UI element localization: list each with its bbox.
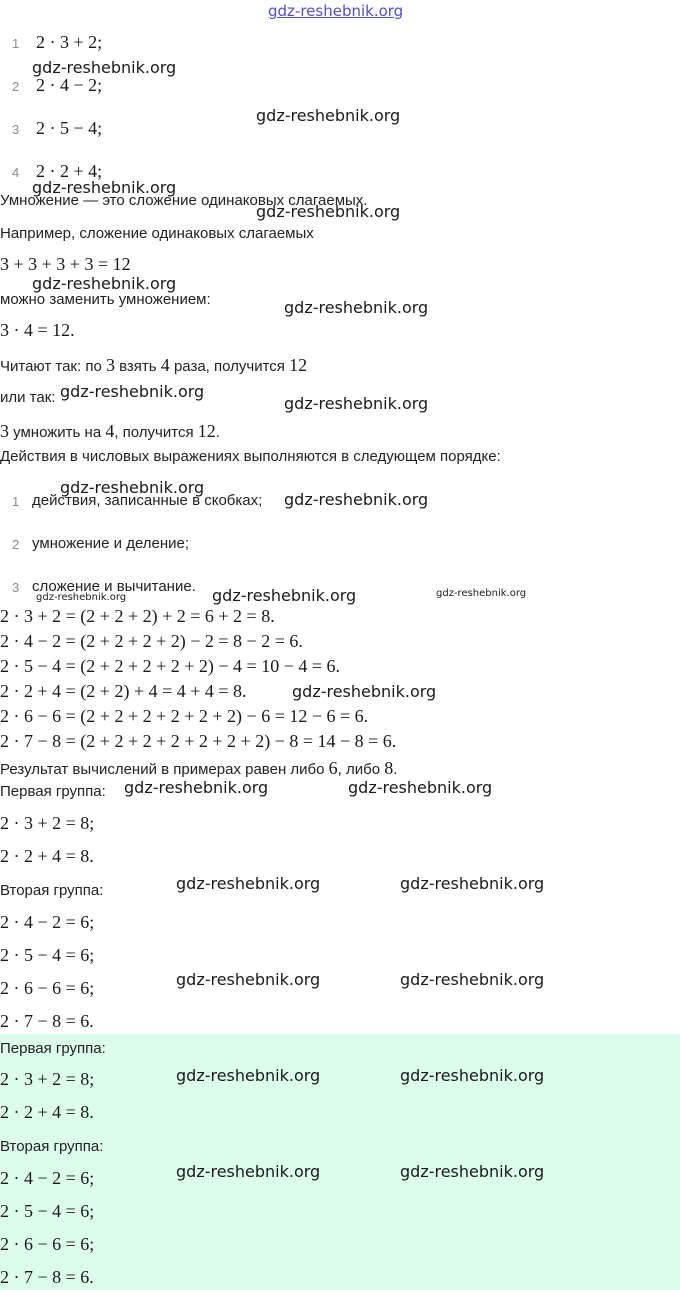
list-number: 3 — [12, 580, 20, 595]
answer-group-label: Вторая группа: — [0, 1138, 104, 1155]
group-expression: 2 · 7 − 8 = 6. — [0, 1011, 94, 1031]
solution-line: 2 · 6 − 6 = (2 + 2 + 2 + 2 + 2 + 2) − 6 = 12 − 6 = 6. — [0, 706, 369, 726]
watermark: gdz-reshebnik.org — [36, 592, 127, 603]
theory-text: Умножение — это сложение одинаковых слагаемых. — [0, 192, 368, 209]
group-expression: 2 · 6 − 6 = 6; — [0, 978, 95, 998]
answer-expression: 2 · 4 − 2 = 6; — [0, 1168, 95, 1188]
watermark-top[interactable]: gdz-reshebnik.org — [268, 2, 404, 20]
watermark: gdz-reshebnik.org — [60, 478, 205, 497]
watermark: gdz-reshebnik.org — [400, 1162, 545, 1181]
watermark: gdz-reshebnik.org — [212, 586, 357, 605]
theory-expression: 3 + 3 + 3 + 3 = 12 — [0, 254, 131, 274]
watermark: gdz-reshebnik.org — [176, 1066, 321, 1085]
theory-text: 3 умножить на 4, получится 12. — [0, 421, 220, 441]
watermark: gdz-reshebnik.org — [284, 298, 429, 317]
list-number: 1 — [12, 494, 20, 509]
solution-line: 2 · 4 − 2 = (2 + 2 + 2 + 2) − 2 = 8 − 2 = 6. — [0, 631, 303, 651]
answer-box — [0, 1034, 680, 1290]
task-expression: 2 · 2 + 4; — [36, 161, 103, 181]
solution-line: 2 · 5 − 4 = (2 + 2 + 2 + 2 + 2) − 4 = 10 − 4 = 6. — [0, 656, 340, 676]
watermark: gdz-reshebnik.org — [292, 682, 437, 701]
group-expression: 2 · 3 + 2 = 8; — [0, 813, 95, 833]
theory-text: Читают так: по 3 взять 4 раза, получится 12 — [0, 355, 308, 375]
watermark: gdz-reshebnik.org — [256, 106, 401, 125]
solution-line: 2 · 7 − 8 = (2 + 2 + 2 + 2 + 2 + 2 + 2) − 8 = 14 − 8 = 6. — [0, 731, 397, 751]
watermark: gdz-reshebnik.org — [176, 1162, 321, 1181]
watermark: gdz-reshebnik.org — [256, 202, 401, 221]
group-expression: 2 · 5 − 4 = 6; — [0, 945, 95, 965]
theory-text: или так: — [0, 389, 56, 406]
theory-text: можно заменить умножением: — [0, 291, 211, 308]
answer-expression: 2 · 6 − 6 = 6; — [0, 1234, 95, 1254]
theory-text: Например, сложение одинаковых слагаемых — [0, 225, 314, 242]
order-item: действия, записанные в скобках; — [32, 492, 263, 509]
watermark: gdz-reshebnik.org — [400, 874, 545, 893]
watermark: gdz-reshebnik.org — [284, 490, 429, 509]
answer-group-label: Первая группа: — [0, 1040, 106, 1057]
watermark: gdz-reshebnik.org — [32, 274, 177, 293]
task-expression: 2 · 4 − 2; — [36, 75, 103, 95]
list-number: 2 — [12, 79, 20, 94]
watermark: gdz-reshebnik.org — [32, 178, 177, 197]
watermark: gdz-reshebnik.org — [176, 874, 321, 893]
watermark: gdz-reshebnik.org — [400, 970, 545, 989]
watermark: gdz-reshebnik.org — [176, 970, 321, 989]
watermark: gdz-reshebnik.org — [436, 588, 527, 599]
order-item: сложение и вычитание. — [32, 578, 196, 595]
group-expression: 2 · 2 + 4 = 8. — [0, 846, 94, 866]
order-item: умножение и деление; — [32, 535, 190, 552]
watermark: gdz-reshebnik.org — [32, 58, 177, 77]
watermark: gdz-reshebnik.org — [60, 382, 205, 401]
theory-expression: 3 · 4 = 12. — [0, 320, 75, 340]
list-number: 1 — [12, 36, 20, 51]
list-number: 2 — [12, 537, 20, 552]
solution-line: 2 · 3 + 2 = (2 + 2 + 2) + 2 = 6 + 2 = 8. — [0, 606, 275, 626]
list-number: 3 — [12, 122, 20, 137]
task-expression: 2 · 3 + 2; — [36, 32, 103, 52]
answer-expression: 2 · 3 + 2 = 8; — [0, 1069, 95, 1089]
watermark: gdz-reshebnik.org — [400, 1066, 545, 1085]
answer-expression: 2 · 7 − 8 = 6. — [0, 1267, 94, 1287]
task-expression: 2 · 5 − 4; — [36, 118, 103, 138]
watermark: gdz-reshebnik.org — [284, 394, 429, 413]
solution-line: 2 · 2 + 4 = (2 + 2) + 4 = 4 + 4 = 8. — [0, 681, 247, 701]
group-label: Вторая группа: — [0, 882, 104, 899]
list-number: 4 — [12, 165, 20, 180]
group-expression: 2 · 4 − 2 = 6; — [0, 912, 95, 932]
answer-expression: 2 · 5 − 4 = 6; — [0, 1201, 95, 1221]
answer-expression: 2 · 2 + 4 = 8. — [0, 1102, 94, 1122]
watermark: gdz-reshebnik.org — [348, 778, 493, 797]
result-text: Результат вычислений в примерах равен либо 6, либо 8. — [0, 758, 398, 778]
group-label: Первая группа: — [0, 783, 106, 800]
theory-text: Действия в числовых выражениях выполняются в следующем порядке: — [0, 448, 501, 465]
watermark: gdz-reshebnik.org — [124, 778, 269, 797]
